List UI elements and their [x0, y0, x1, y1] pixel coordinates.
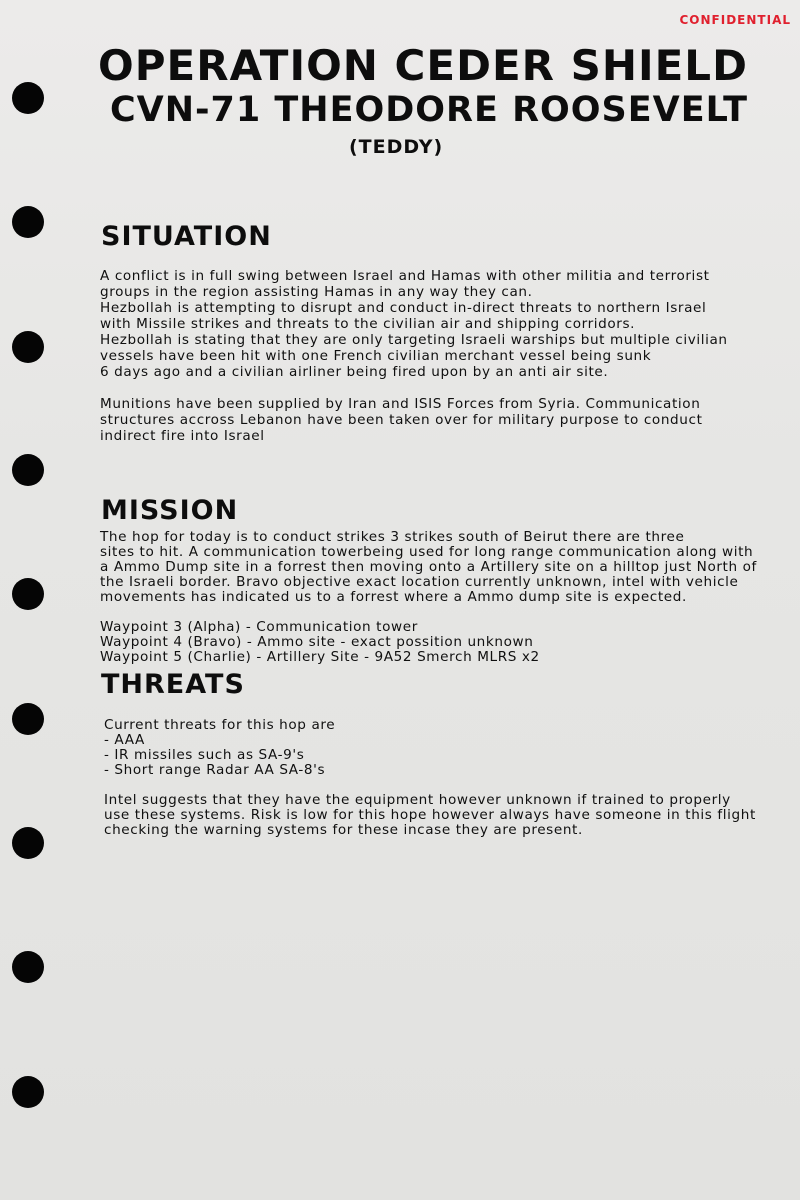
mission-line: The hop for today is to conduct strikes 3 strikes south of Beirut there are three	[100, 529, 685, 545]
situation-line: Hezbollah is attempting to disrupt and conduct in-direct threats to northern Israel	[100, 300, 707, 316]
situation-line: Munitions have been supplied by Iran and ISIS Forces from Syria. Communication	[100, 396, 701, 412]
binder-hole-icon	[12, 331, 44, 363]
binder-hole-icon	[12, 578, 44, 610]
confidential-stamp: CONFIDENTIAL	[679, 13, 791, 27]
binder-hole-icon	[12, 703, 44, 735]
binder-hole-icon	[12, 827, 44, 859]
binder-hole-icon	[12, 951, 44, 983]
threat-line: - AAA	[104, 732, 145, 748]
threat-line: Current threats for this hop are	[104, 717, 336, 733]
waypoint-item: Waypoint 5 (Charlie) - Artillery Site - 9A52 Smerch MLRS x2	[100, 649, 540, 665]
mission-heading: MISSION	[101, 495, 239, 526]
situation-body	[100, 268, 728, 444]
threats-body	[104, 717, 756, 837]
binder-hole-icon	[12, 454, 44, 486]
ship-title: CVN-71 THEODORE ROOSEVELT	[109, 90, 749, 130]
ship-nickname: (TEDDY)	[349, 136, 444, 158]
waypoint-item: Waypoint 4 (Bravo) - Ammo site - exact possition unknown	[100, 634, 534, 650]
threat-line: - Short range Radar AA SA-8's	[104, 762, 326, 778]
situation-heading: SITUATION	[101, 221, 272, 252]
situation-line: 6 days ago and a civilian airliner being fired upon by an anti air site.	[100, 364, 609, 380]
situation-line: with Missile strikes and threats to the civilian air and shipping corridors.	[100, 316, 636, 332]
binder-hole-icon	[12, 1076, 44, 1108]
binder-hole-icon	[12, 206, 44, 238]
situation-line: vessels have been hit with one French civilian merchant vessel being sunk	[100, 348, 652, 364]
situation-line: indirect fire into Israel	[100, 428, 265, 444]
situation-line: Hezbollah is stating that they are only targeting Israeli warships but multiple civilian	[100, 332, 728, 348]
mission-line: sites to hit. A communication towerbeing used for long range communication along with	[100, 544, 754, 560]
threat-line: use these systems. Risk is low for this hope however always have someone in this flight	[104, 807, 756, 823]
situation-line: structures accross Lebanon have been taken over for military purpose to conduct	[100, 412, 703, 428]
mission-body	[100, 529, 757, 664]
waypoint-item: Waypoint 3 (Alpha) - Communication tower	[100, 619, 418, 635]
threat-line: - IR missiles such as SA-9's	[104, 747, 305, 763]
operation-title: OPERATION CEDER SHIELD	[98, 41, 748, 90]
mission-line: movements has indicated us to a forrest where a Ammo dump site is expected.	[100, 589, 687, 605]
situation-line: groups in the region assisting Hamas in any way they can.	[100, 284, 533, 300]
threat-line: Intel suggests that they have the equipment however unknown if trained to properly	[104, 792, 731, 808]
threats-heading: THREATS	[101, 669, 245, 700]
mission-line: a Ammo Dump site in a forrest then moving onto a Artillery site on a hilltop just North of	[100, 559, 757, 575]
mission-line: the Israeli border. Bravo objective exact location currently unknown, intel with vehicle	[100, 574, 739, 590]
threat-line: checking the warning systems for these incase they are present.	[104, 822, 583, 838]
situation-line: A conflict is in full swing between Israel and Hamas with other militia and terrorist	[100, 268, 710, 284]
